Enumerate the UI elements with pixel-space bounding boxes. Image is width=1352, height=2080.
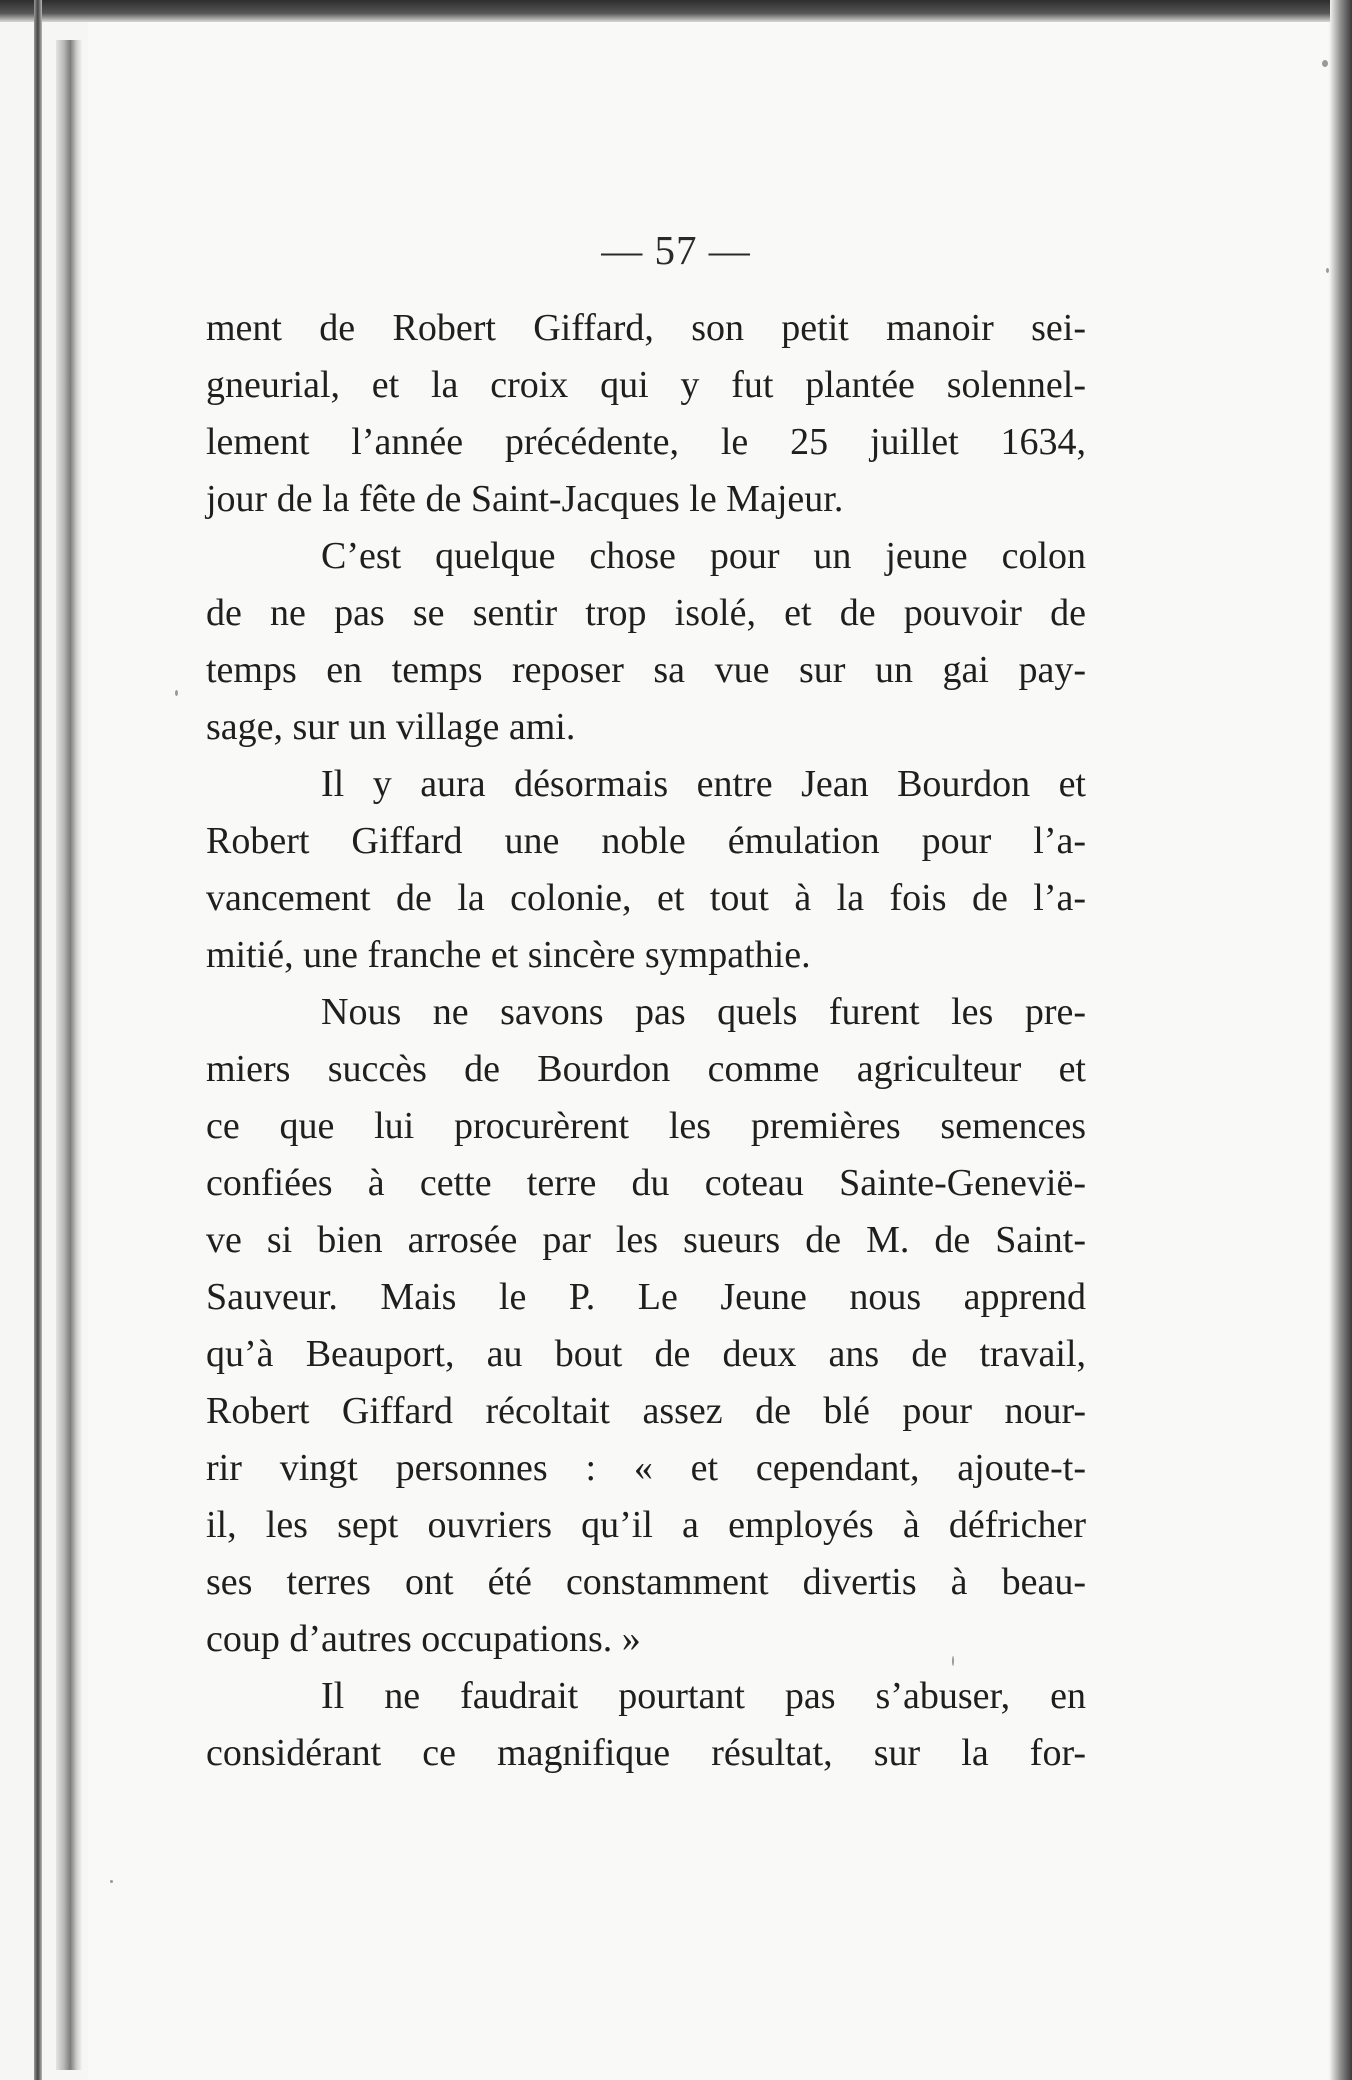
book-gutter: [56, 40, 82, 2070]
text-line: Robert Giffard récoltait assez de blé pour nour-: [206, 1390, 1086, 1432]
text-line: jour de la fête de Saint-Jacques le Majeur.: [206, 478, 844, 520]
text-line: considérant ce magnifique résultat, sur la for-: [206, 1732, 1086, 1774]
text-line: ses terres ont été constamment divertis à beau-: [206, 1561, 1086, 1603]
text-line: qu’à Beauport, au bout de deux ans de travail,: [206, 1333, 1086, 1375]
text-line: gneurial, et la croix qui y fut plantée solennel-: [206, 364, 1086, 406]
paragraph-first-line: Il ne faudrait pourtant pas s’abuser, en: [321, 1675, 1086, 1717]
paragraph-first-line: Il y aura désormais entre Jean Bourdon et: [321, 763, 1086, 805]
text-line: confiées à cette terre du coteau Sainte-Genevië-: [206, 1162, 1086, 1204]
text-line: coup d’autres occupations. »: [206, 1618, 641, 1660]
paragraph-first-line: C’est quelque chose pour un jeune colon: [321, 535, 1086, 577]
text-line: Robert Giffard une noble émulation pour l’a-: [206, 820, 1086, 862]
binding-edge: [34, 0, 42, 2080]
text-line: lement l’année précédente, le 25 juillet 1634,: [206, 421, 1086, 463]
top-edge-shadow: [0, 0, 1352, 22]
text-line: de ne pas se sentir trop isolé, et de pouvoir de: [206, 592, 1086, 634]
paragraph-first-line: Nous ne savons pas quels furent les pre-: [321, 991, 1086, 1033]
text-line: rir vingt personnes : « et cependant, ajoute-t-: [206, 1447, 1086, 1489]
text-line: Sauveur. Mais le P. Le Jeune nous apprend: [206, 1276, 1086, 1318]
text-line: ve si bien arrosée par les sueurs de M. de Saint-: [206, 1219, 1086, 1261]
text-line: il, les sept ouvriers qu’il a employés à défricher: [206, 1504, 1086, 1546]
text-line: vancement de la colonie, et tout à la fois de l’a-: [206, 877, 1086, 919]
text-line: mitié, une franche et sincère sympathie.: [206, 934, 811, 976]
page-number: — 57 —: [601, 227, 751, 273]
text-line: temps en temps reposer sa vue sur un gai pay-: [206, 649, 1086, 691]
body-text: [206, 300, 1086, 1782]
text-line: ce que lui procurèrent les premières semences: [206, 1105, 1086, 1147]
text-line: miers succès de Bourdon comme agriculteur et: [206, 1048, 1086, 1090]
paper-speck: [110, 1880, 113, 1883]
text-line: sage, sur un village ami.: [206, 706, 576, 748]
text-line: ment de Robert Giffard, son petit manoir sei-: [206, 307, 1086, 349]
right-edge-shadow: [1330, 0, 1352, 2080]
paper-speck: [175, 690, 178, 696]
paper-speck: [1322, 60, 1328, 67]
